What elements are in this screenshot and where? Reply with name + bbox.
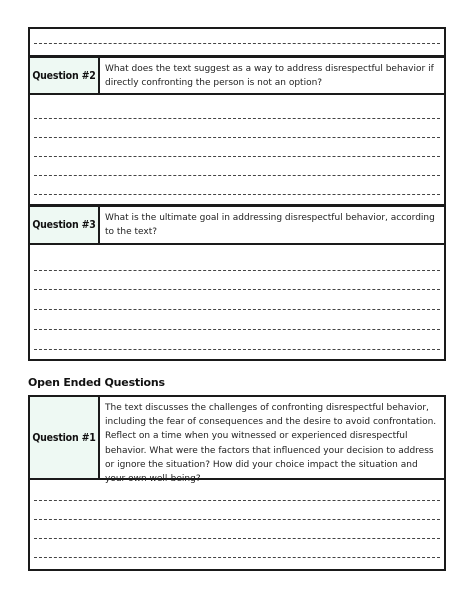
question-label: Question #2 (30, 58, 100, 93)
answer-box-previous (28, 27, 446, 57)
question-label: Question #3 (30, 207, 100, 243)
answer-area[interactable] (30, 480, 444, 569)
question-header (30, 58, 444, 95)
answer-line (34, 519, 440, 520)
answer-line (34, 43, 440, 44)
answer-line (34, 137, 440, 138)
answer-line (34, 309, 440, 310)
answer-line (34, 329, 440, 330)
question-box-2 (28, 56, 446, 206)
question-text: The text discusses the challenges of confronting disrespectful behavior, including the fear of consequences and the desire to avoid confrontation. Reflect on a time when you witnessed or experienced disrespectful behavior. What were the factors that influenced your decision to address or ignore the situation? How did your choice impact the situation and your own well-being? (105, 403, 437, 485)
question-header (30, 397, 444, 485)
answer-line (34, 289, 440, 290)
question-text: What does the text suggest as a way to address disrespectful behavior if directly confronting the person is not an option? (105, 64, 434, 89)
answer-area[interactable] (30, 245, 444, 359)
answer-line (34, 557, 440, 558)
section-title: Open Ended Questions (28, 376, 165, 389)
answer-line (34, 500, 440, 501)
answer-line (34, 194, 440, 195)
question-label: Question #1 (30, 397, 100, 478)
answer-line (34, 156, 440, 157)
question-header (30, 207, 444, 245)
question-box-1 (28, 395, 446, 571)
answer-area[interactable] (30, 95, 444, 204)
answer-line (34, 270, 440, 271)
answer-line (34, 538, 440, 539)
answer-line (34, 118, 440, 119)
question-text: What is the ultimate goal in addressing disrespectful behavior, according to the text? (105, 213, 435, 238)
answer-line (34, 175, 440, 176)
answer-line (34, 349, 440, 350)
question-box-3 (28, 205, 446, 361)
